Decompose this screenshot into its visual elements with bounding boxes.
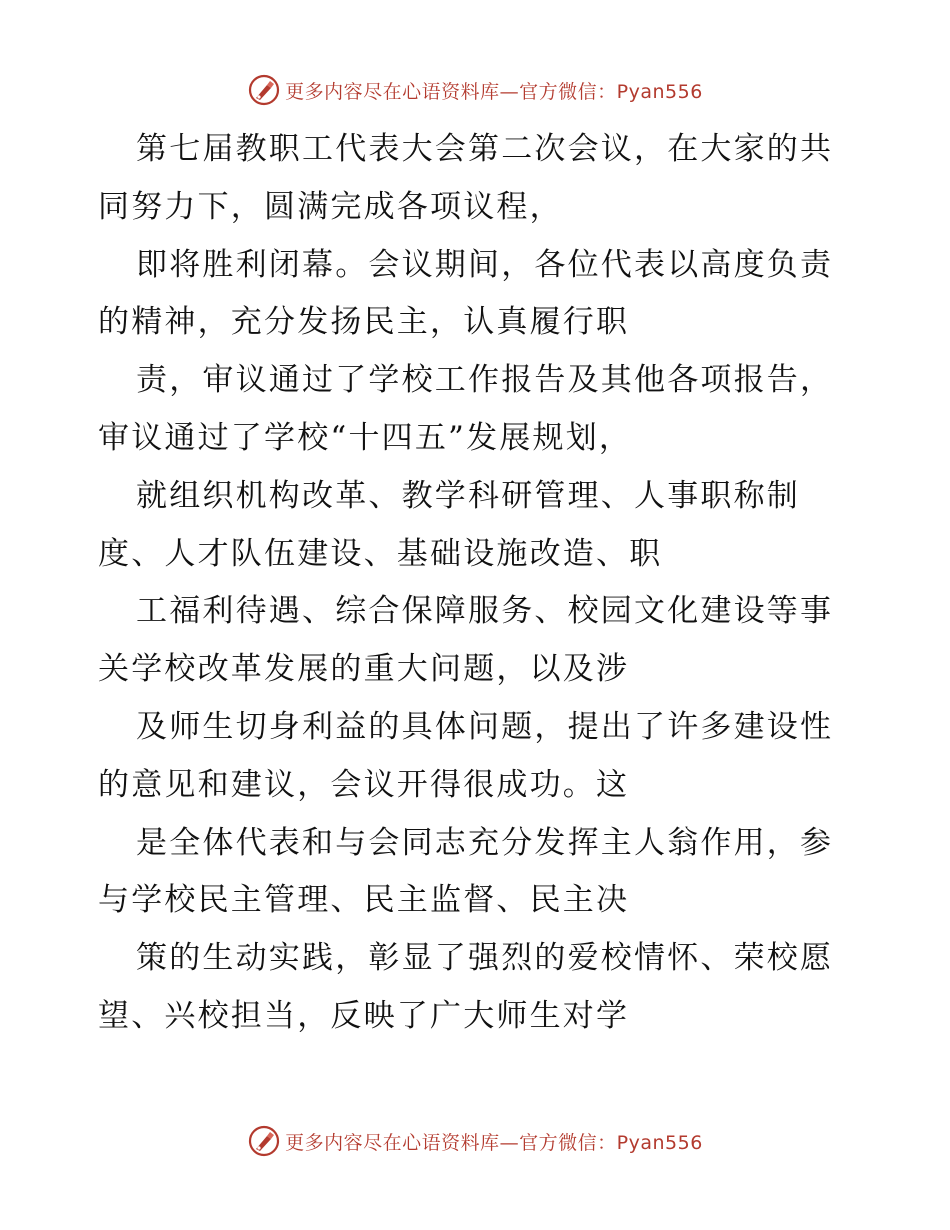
body-line: 及师生切身利益的具体问题，提出了许多建设性: [136, 708, 834, 745]
body-line: 望、兴校担当，反映了广大师生对学: [98, 997, 630, 1034]
watermark-text: 更多内容尽在心语资料库—官方微信：: [285, 1131, 617, 1154]
body-line: 即将胜利闭幕。会议期间，各位代表以高度负责: [136, 246, 834, 283]
body-line: 第七届教职工代表大会第二次会议，在大家的共: [136, 131, 834, 167]
body-line: 就组织机构改革、教学科研管理、人事职称制: [136, 477, 800, 514]
header-watermark: [0, 70, 950, 110]
body-line: 的意见和建议，会议开得很成功。这: [98, 766, 630, 803]
body-line: 关学校改革发展的重大问题，以及涉: [98, 651, 630, 688]
body-line: 是全体代表和与会同志充分发挥主人翁作用，参: [136, 824, 834, 861]
body-line: 策的生动实践，彰显了强烈的爱校情怀、荣校愿: [136, 940, 834, 977]
pen-nib-logo-icon: [247, 73, 281, 107]
body-line: 与学校民主管理、民主监督、民主决: [98, 882, 630, 919]
watermark-text: 更多内容尽在心语资料库—官方微信：: [285, 80, 617, 103]
watermark-wechat-id: Pyan556: [616, 80, 703, 103]
document-body: [98, 121, 858, 1046]
body-line: 同努力下，圆满完成各项议程，: [98, 188, 563, 225]
body-line: 审议通过了学校“十四五”发展规划，: [98, 419, 633, 456]
watermark-wechat-id: Pyan556: [616, 1131, 703, 1154]
body-line: 度、人才队伍建设、基础设施改造、职: [98, 535, 663, 572]
pen-nib-logo-icon: [247, 1124, 281, 1158]
body-line: 工福利待遇、综合保障服务、校园文化建设等事: [136, 593, 834, 630]
body-line: 责，审议通过了学校工作报告及其他各项报告，: [136, 362, 834, 399]
footer-watermark: [0, 1121, 950, 1161]
body-line: 的精神，充分发扬民主，认真履行职: [98, 304, 630, 341]
